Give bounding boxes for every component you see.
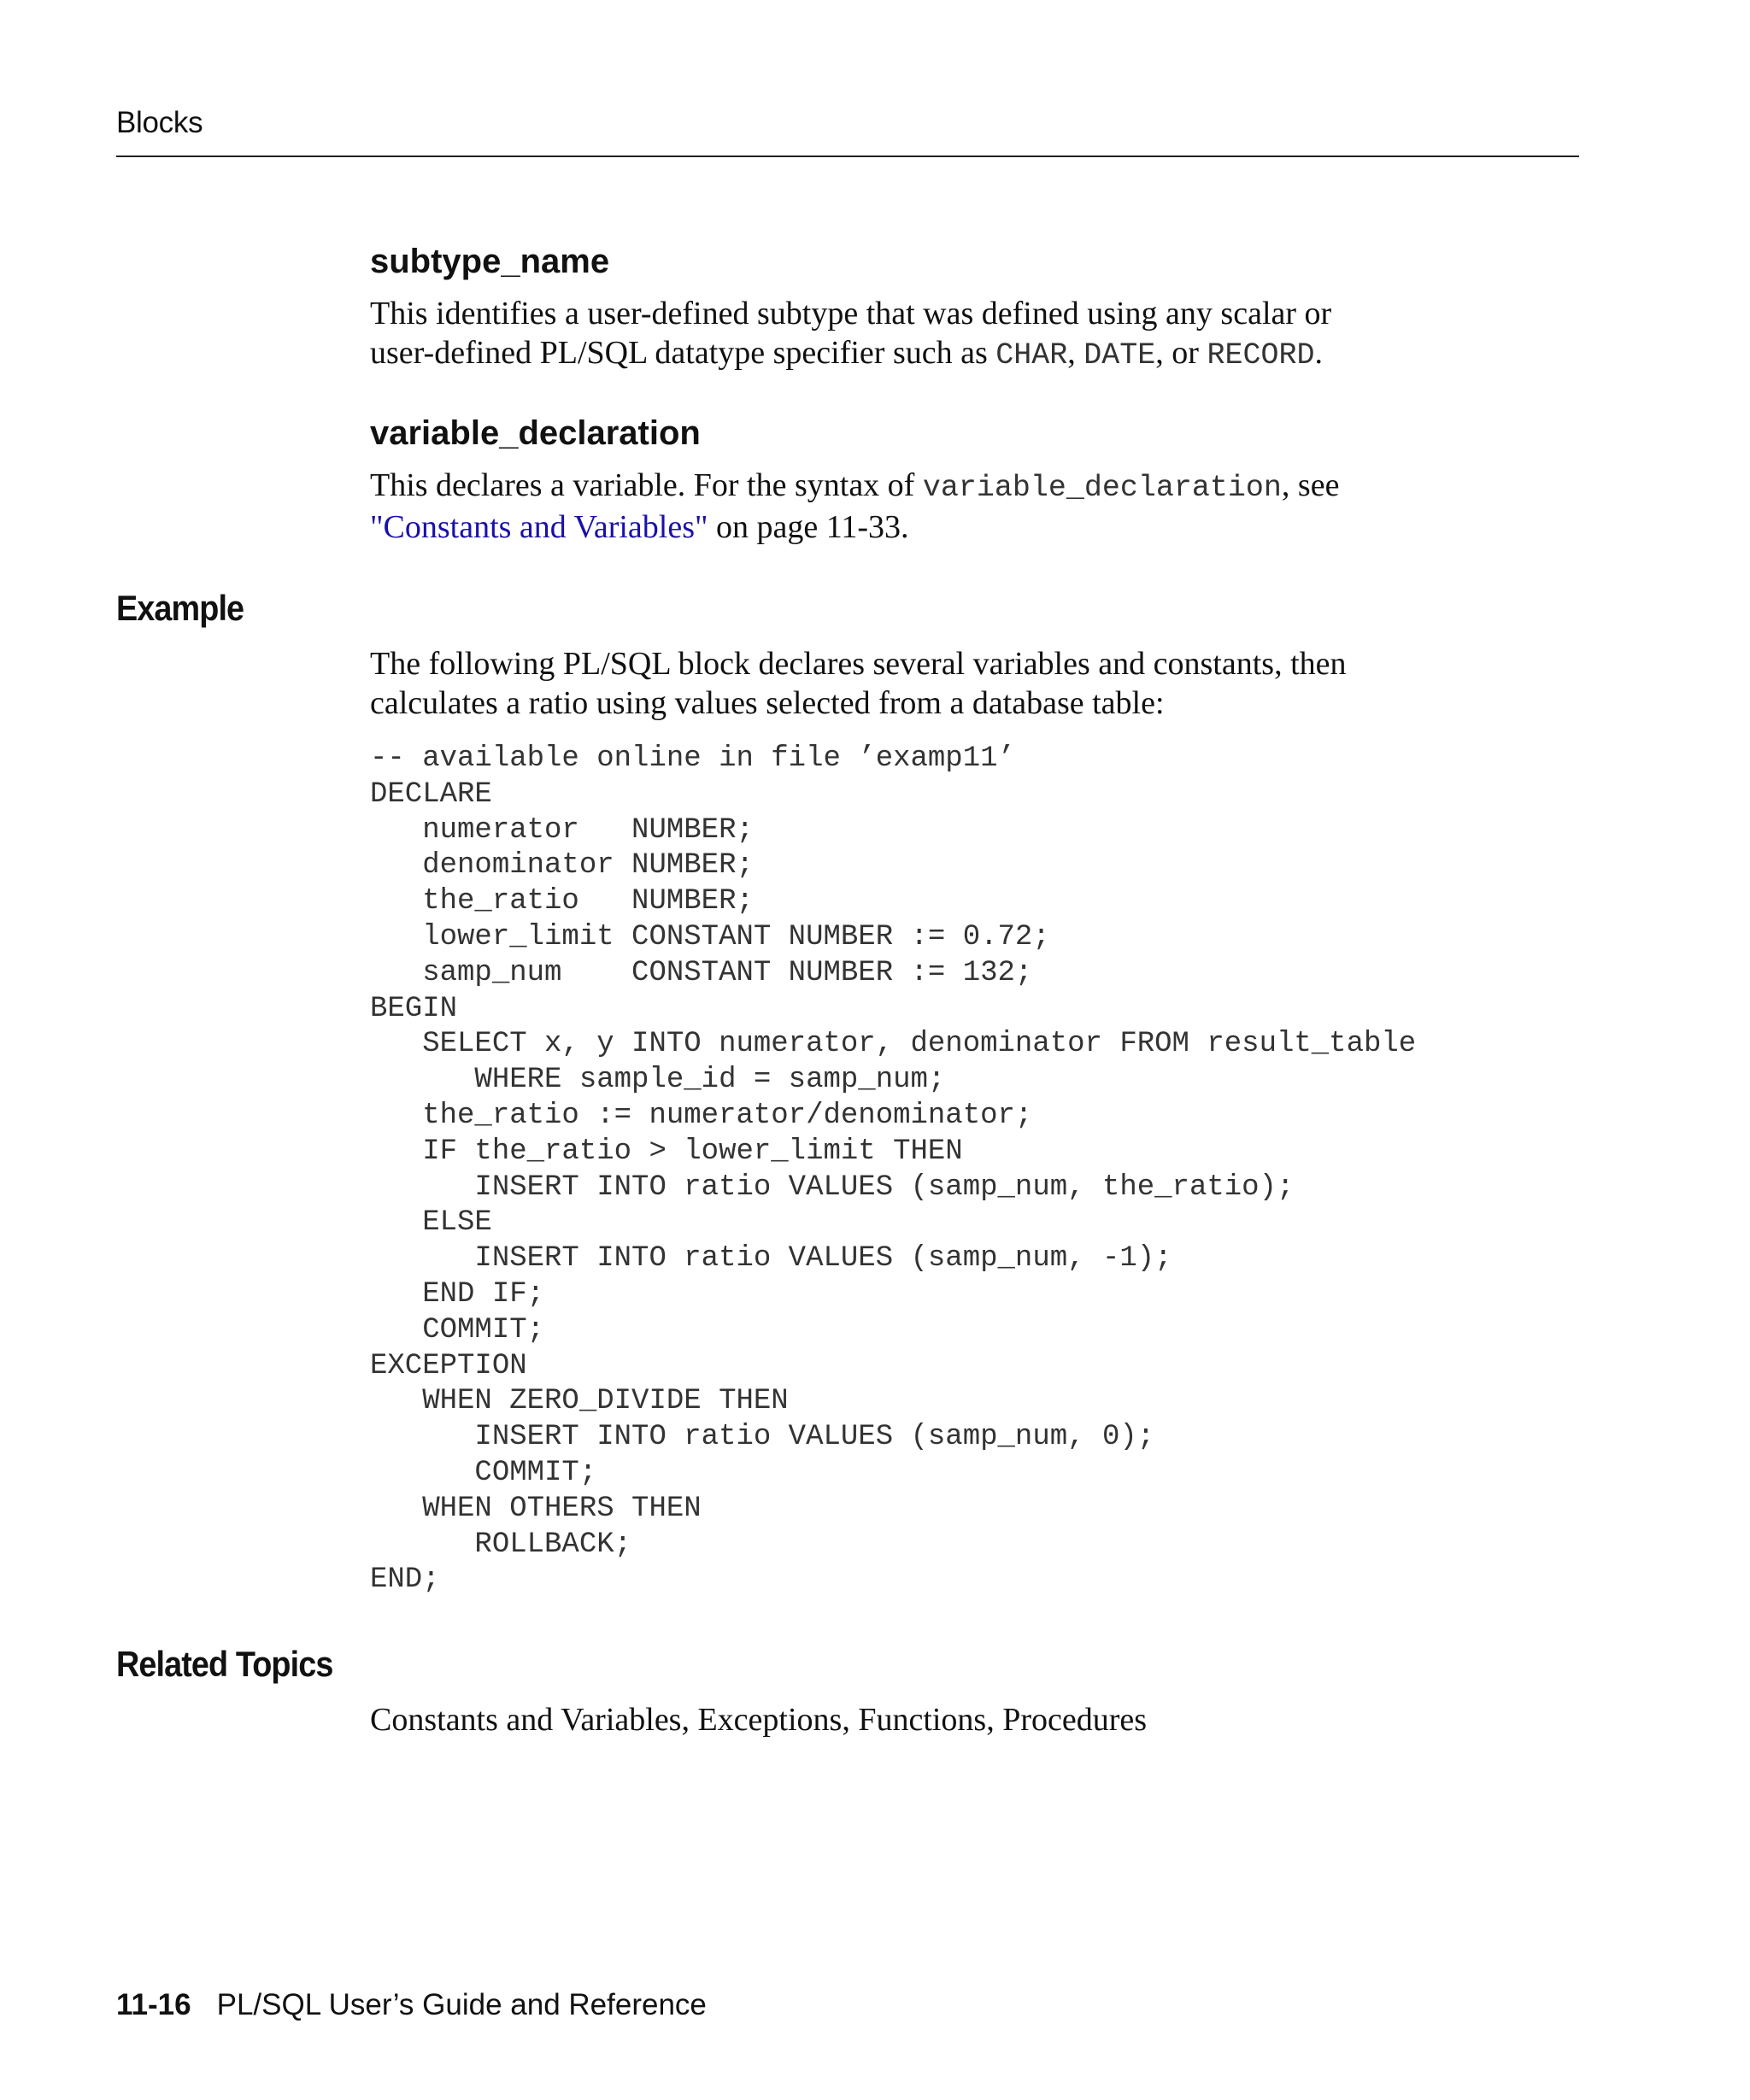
param-description-variable-declaration — [370, 466, 1549, 547]
running-header: Blocks — [116, 106, 203, 139]
book-title: PL/SQL User’s Guide and Reference — [216, 1988, 707, 2021]
description-line — [370, 507, 1549, 547]
code-variable-declaration: variable_declaration — [922, 471, 1282, 505]
param-description-subtype-name — [370, 294, 1549, 375]
text-run: , — [1067, 335, 1084, 371]
example-heading: Example — [116, 588, 244, 628]
text-run: , see — [1281, 467, 1340, 503]
text-run: , or — [1155, 335, 1207, 371]
code-date: DATE — [1083, 338, 1156, 372]
text-run: This declares a variable. For the syntax of — [370, 467, 923, 503]
code-char: CHAR — [995, 338, 1068, 372]
example-intro — [370, 644, 1549, 723]
description-line: This identifies a user-defined subtype that was defined using any scalar or — [370, 296, 1332, 331]
related-topics-text: Constants and Variables, Exceptions, Functions, Procedures — [370, 1702, 1148, 1738]
text-run: user-defined PL/SQL datatype specifier such as — [370, 335, 996, 371]
constants-and-variables-link[interactable]: "Constants and Variables" — [370, 509, 708, 545]
intro-line: calculates a ratio using values selected from a database table: — [370, 685, 1165, 721]
intro-line: The following PL/SQL block declares several variables and constants, then — [370, 646, 1347, 682]
header-rule — [116, 155, 1579, 157]
text-run: on page 11-33. — [708, 509, 909, 545]
param-term-subtype-name: subtype_name — [370, 243, 610, 280]
page-number: 11-16 — [116, 1988, 191, 2021]
param-term-variable-declaration: variable_declaration — [370, 414, 701, 452]
description-line — [370, 466, 1549, 507]
text-run: . — [1314, 335, 1323, 371]
code-record: RECORD — [1207, 338, 1315, 372]
page-footer — [116, 1988, 707, 2022]
example-code-block: -- available online in file ’examp11’ DECLARE numerator NUMBER; denominator NUMBER; the_ratio NUMBER; lower_limit CONSTANT NUMBER := 0.72; samp_num CONSTANT NUMBER := 132; BEGIN SELECT x, y INTO numerator, denominator FROM result_table WHERE sample_id = samp_num; the_ratio := numerator/denominator; IF the_ratio > lower_limit THEN INSERT INTO ratio VALUES (samp_num, the_ratio); ELSE INSERT INTO ratio VALUES (samp_num, -1); END IF; COMMIT; EXCEPTION WHEN ZERO_DIVIDE THEN INSERT INTO ratio VALUES (samp_num, 0); COMMIT; WHEN OTHERS THEN ROLLBACK; END; — [370, 742, 1417, 1597]
description-line — [370, 333, 1549, 375]
related-topics-heading: Related Topics — [116, 1644, 333, 1684]
